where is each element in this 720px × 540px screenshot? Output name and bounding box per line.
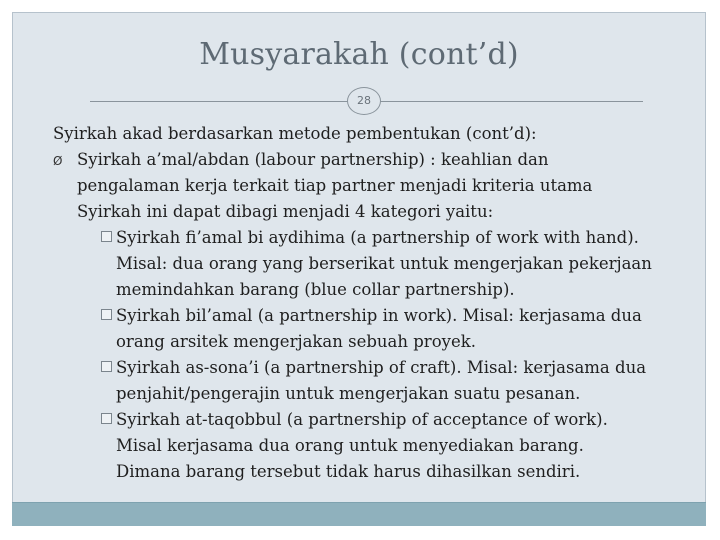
sub-item-line: Syirkah fi’amal bi aydihima (a partnership of work with hand).	[116, 228, 639, 247]
sub-item-line: Syirkah at-taqobbul (a partnership of acceptance of work).	[116, 410, 608, 429]
footer-bar	[12, 502, 706, 526]
main-item-line: Syirkah ini dapat dibagi menjadi 4 kategori yaitu:	[77, 202, 494, 221]
sub-item-line: Dimana barang tersebut tidak harus dihasilkan sendiri.	[116, 462, 581, 481]
arrow-bullet-icon: Ø	[53, 154, 63, 168]
slide	[12, 12, 706, 526]
sub-bullet-item	[53, 225, 693, 303]
intro-text: Syirkah akad berdasarkan metode pembentukan (cont’d):	[53, 124, 537, 143]
main-bullet-item	[53, 147, 693, 225]
square-bullet-icon	[101, 413, 112, 424]
sub-bullet-item	[53, 407, 693, 485]
slide-body	[53, 121, 693, 485]
sub-item-line: Misal: dua orang yang berserikat untuk mengerjakan pekerjaan	[116, 254, 652, 273]
square-bullet-icon	[101, 231, 112, 242]
sub-item-line: penjahit/pengerajin untuk mengerjakan suatu pesanan.	[116, 384, 581, 403]
sub-item-line: Misal kerjasama dua orang untuk menyediakan barang.	[116, 436, 584, 455]
page-number-badge: 28	[347, 87, 381, 115]
sub-item-line: Syirkah bil’amal (a partnership in work). Misal: kerjasama dua	[116, 306, 642, 325]
sub-bullet-item	[53, 303, 693, 355]
square-bullet-icon	[101, 361, 112, 372]
slide-title: Musyarakah (cont’d)	[199, 37, 519, 72]
sub-bullet-item	[53, 355, 693, 407]
sub-item-line: orang arsitek mengerjakan sebuah proyek.	[116, 332, 476, 351]
main-item-line: pengalaman kerja terkait tiap partner menjadi kriteria utama	[77, 176, 593, 195]
sub-item-line: memindahkan barang (blue collar partnership).	[116, 280, 515, 299]
square-bullet-icon	[101, 309, 112, 320]
sub-item-line: Syirkah as-sona’i (a partnership of craft). Misal: kerjasama dua	[116, 358, 647, 377]
main-item-line: Syirkah a’mal/abdan (labour partnership) : keahlian dan	[77, 150, 549, 169]
